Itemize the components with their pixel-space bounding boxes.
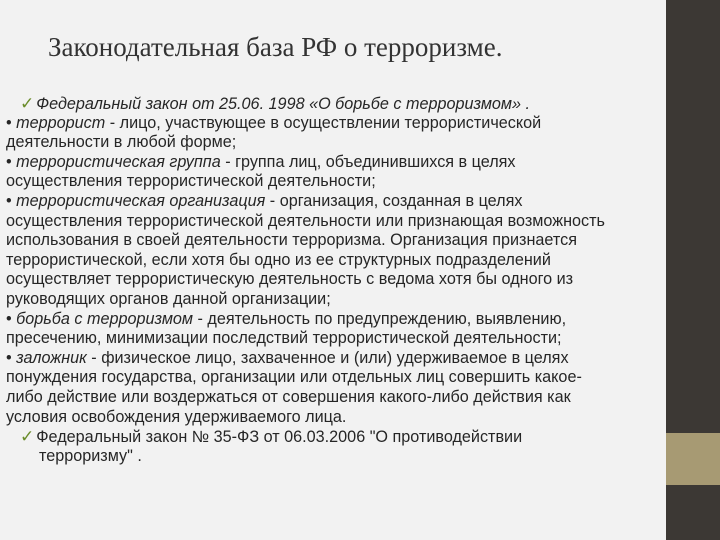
definition-text-line: использования в своей деятельности терроризма. Организация признается — [6, 231, 577, 250]
bullet-icon: • — [6, 152, 12, 171]
law2-text-line: терроризму" . — [39, 446, 142, 465]
law2-item — [6, 427, 696, 447]
definition-text-line: либо действие или воздержаться от совершения какого-либо действия как — [6, 387, 571, 406]
term-terrorist: террорист — [16, 113, 106, 132]
bullet-icon: • — [6, 348, 12, 367]
side-bar-dark-bottom — [666, 485, 720, 540]
definition-text-line: понуждения государства, организации или отдельных лиц совершить какое- — [6, 368, 582, 387]
definition-text-line: деятельности в любой форме; — [6, 133, 237, 152]
bullet-icon: • — [6, 113, 12, 132]
definition-text: - физическое лицо, захваченное и (или) удерживаемое в целях — [86, 348, 569, 367]
term-hostage: заложник — [16, 348, 87, 367]
slide-body — [6, 94, 696, 466]
definition-text-line: осуществляет террористическую деятельность с ведома хотя бы одного из — [6, 270, 574, 289]
definition-counter-terrorism — [6, 310, 696, 330]
definition-text: - лицо, участвующее в осуществлении террористической — [105, 113, 542, 132]
definition-text-line: пресечению, минимизации последствий террористической деятельности; — [6, 329, 562, 348]
checkmark-icon: ✓ — [20, 94, 35, 113]
definition-text-line: террористической, если хотя бы одно из ее структурных подразделений — [6, 250, 551, 269]
term-terror-group: террористическая группа — [16, 152, 221, 171]
definition-text: - деятельность по предупреждению, выявлению, — [193, 309, 567, 328]
definition-text: - группа лиц, объединившихся в целях — [220, 152, 516, 171]
definition-terror-group — [6, 153, 696, 173]
law1-text: Федеральный закон от 25.06. 1998 «О борьбе с терроризмом» . — [36, 95, 531, 113]
definition-text-line: осуществления террористической деятельности; — [6, 172, 376, 191]
law1-item — [6, 94, 696, 114]
term-counter-terrorism: борьба с терроризмом — [16, 309, 194, 328]
bullet-icon: • — [6, 191, 12, 210]
definition-text-line: осуществления террористической деятельности или признающая возможность — [6, 211, 605, 230]
slide-title: Законодательная база РФ о терроризме. — [48, 32, 503, 62]
definition-terrorist — [6, 114, 696, 134]
term-terror-organization: террористическая организация — [16, 191, 266, 210]
definition-text-line: условия освобождения удерживаемого лица. — [6, 407, 347, 426]
checkmark-icon: ✓ — [20, 427, 35, 447]
law2-text: Федеральный закон № 35-ФЗ от 06.03.2006 "О противодействии — [36, 428, 523, 447]
definition-text: - организация, созданная в целях — [265, 191, 523, 210]
definition-terror-organization — [6, 192, 696, 212]
definition-text-line: руководящих органов данной организации; — [6, 289, 331, 308]
definition-hostage — [6, 349, 696, 369]
bullet-icon: • — [6, 309, 12, 328]
